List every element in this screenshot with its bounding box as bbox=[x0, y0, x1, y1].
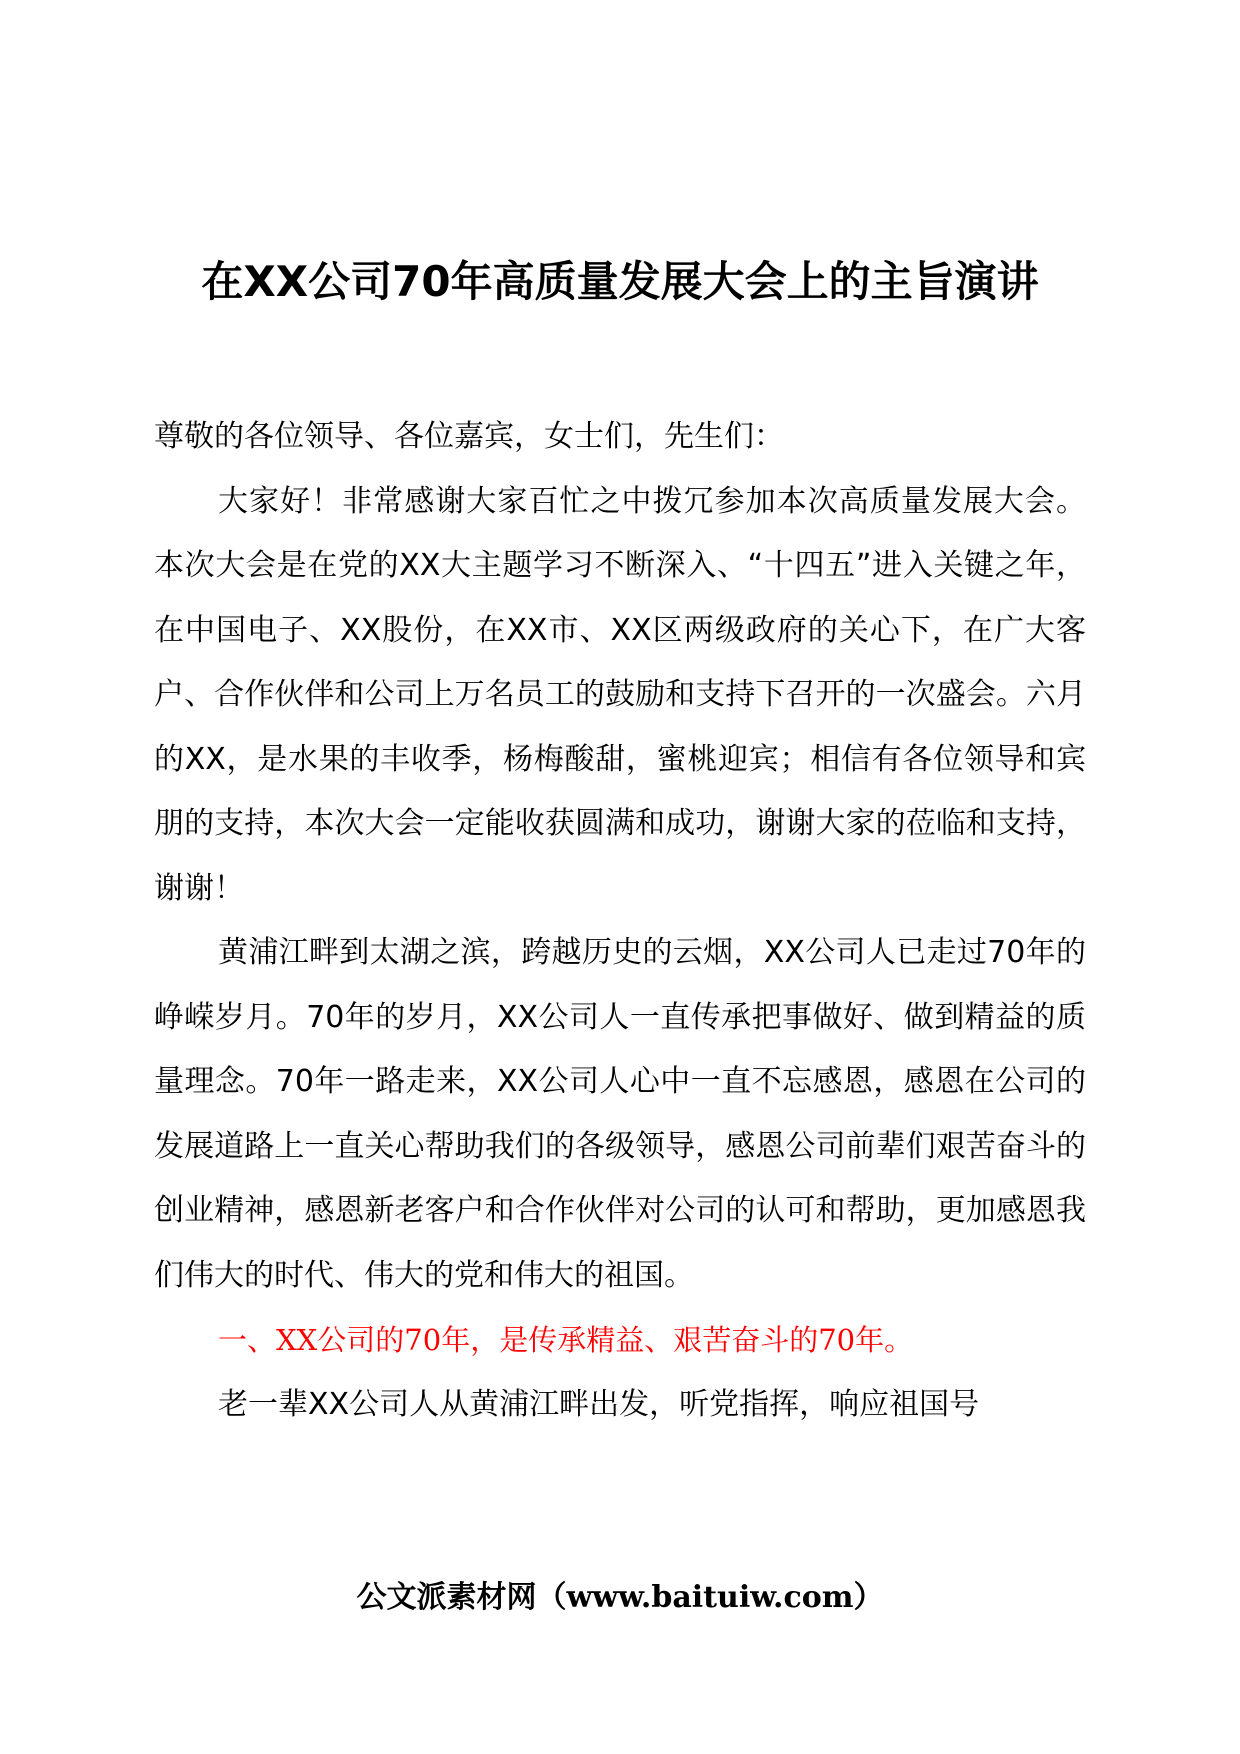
paragraph-opening: 大家好！非常感谢大家百忙之中拨冗参加本次高质量发展大会。本次大会是在党的XX大主题学习不断深入、“十四五”进入关键之年，在中国电子、XX股份，在XX市、XX区两级政府的关心下，在广大客户、合作伙伴和公司上万名员工的鼓励和支持下召开的一次盛会。六月的XX，是水果的丰收季，杨梅酸甜，蜜桃迎宾；相信有各位领导和宾朋的支持，本次大会一定能收获圆满和成功，谢谢大家的莅临和支持，谢谢！ bbox=[154, 483, 1086, 906]
section-heading-1: 一、XX公司的70年，是传承精益、艰苦奋斗的70年。 bbox=[218, 1323, 914, 1357]
footer-watermark: 公文派素材网（www.baituiw.com） bbox=[356, 1580, 884, 1615]
document-body bbox=[154, 405, 1086, 1437]
salutation: 尊敬的各位领导、各位嘉宾，女士们，先生们： bbox=[154, 419, 784, 454]
paragraph-history: 黄浦江畔到太湖之滨，跨越历史的云烟，XX公司人已走过70年的峥嵘岁月。70年的岁月，XX公司人一直传承把事做好、做到精益的质量理念。70年一路走来，XX公司人心中一直不忘感恩，感恩在公司的发展道路上一直关心帮助我们的各级领导，感恩公司前辈们艰苦奋斗的创业精神，感恩新老客户和合作伙伴对公司的认可和帮助，更加感恩我们伟大的时代、伟大的党和伟大的祖国。 bbox=[154, 935, 1086, 1293]
document-title: 在XX公司70年高质量发展大会上的主旨演讲 bbox=[201, 257, 1039, 306]
paragraph-section-1: 老一辈XX公司人从黄浦江畔出发，听党指挥，响应祖国号 bbox=[218, 1386, 980, 1422]
